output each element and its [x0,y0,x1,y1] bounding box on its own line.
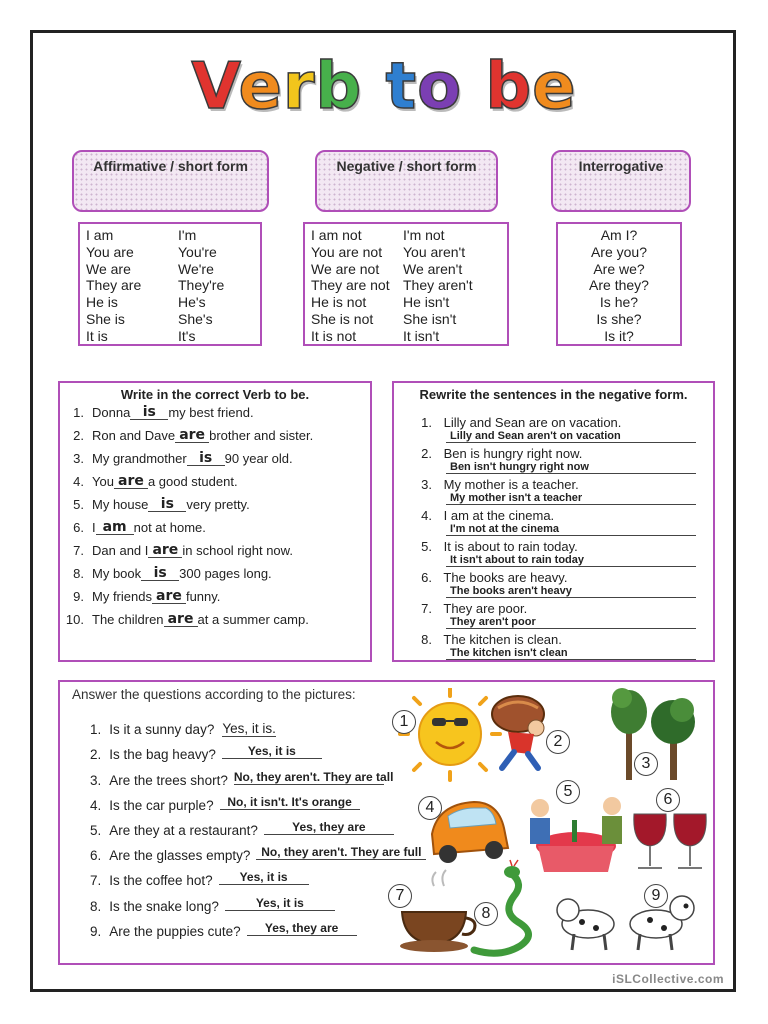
exercise2-item [416,601,708,632]
question-text: Are the trees short? [109,772,228,788]
exercise3-item [90,914,426,939]
affirmative-row [86,261,260,278]
original-sentence [416,446,582,461]
item-number: 4. [421,508,432,523]
answer-line[interactable]: No, it isn't. It's orange [220,795,360,810]
affirmative-full-form: He is [86,294,118,311]
item-number: 3. [90,772,102,788]
sentence-end: in school right now. [182,543,293,558]
item-number: 5. [90,822,102,838]
item-number: 9. [73,589,84,604]
exercise2-item [416,477,708,508]
negative-short-form: She isn't [403,310,457,327]
interrogative-table [556,222,682,346]
picture-number-2: 2 [546,730,570,754]
original-sentence [416,539,578,554]
footer-watermark: iSLCollective.com [612,972,724,986]
affirmative-full-form: They are [86,277,142,294]
original-sentence [416,570,567,585]
sentence-start: Ron and Dave [92,428,176,443]
exercise2-item [416,570,708,601]
item-number: 2. [421,446,432,461]
negative-answer-line[interactable]: They aren't poor [446,616,696,629]
question-text: Is the coffee hot? [109,873,213,889]
item-number: 3. [421,477,432,492]
question-text: Is the snake long? [109,898,219,914]
exercise3-item [90,838,426,863]
sentence-end: 300 pages long. [179,566,272,581]
answer-line[interactable]: Yes, they are [264,820,394,835]
answer-blank[interactable]: are [148,543,182,558]
sentence-start: Dan and I [92,543,149,558]
exercise1-item [58,489,313,512]
sun-picture-icon [400,688,500,780]
answer-blank[interactable]: is [130,405,168,420]
exercise3-title: Answer the questions according to the pictures: [72,687,356,702]
item-number: 6. [73,520,84,535]
sentence-start: My house [92,497,149,512]
sentence-start: My friends [92,589,152,604]
exercise3-item [90,762,426,787]
negative-answer-line[interactable]: My mother isn't a teacher [446,492,696,505]
item-number: 2. [90,747,102,763]
sentence-end: not at home. [133,520,206,535]
original-sentence [416,601,527,616]
answer-blank[interactable]: are [175,428,209,443]
affirmative-short-form: He's [178,294,206,311]
title-letter: o [417,50,463,124]
sentence-end: at a summer camp. [197,612,309,627]
sentence-start: The children [92,612,164,627]
item-number: 5. [421,539,432,554]
answer-blank[interactable]: are [152,589,186,604]
negative-full-form: They are not [311,277,390,294]
question-text: Is the bag heavy? [109,747,216,763]
negative-answer-line[interactable]: Ben isn't hungry right now [446,461,696,474]
sentence-end: brother and sister. [209,428,314,443]
negative-full-form: She is not [311,310,374,327]
answer-line[interactable]: Yes, it is [219,870,309,885]
sentence-text: Lilly and Sean are on vacation. [440,415,622,430]
sentence-start: My book [92,566,142,581]
question-text: Are they at a restaurant? [109,822,258,838]
orange-car-picture-icon [432,802,508,863]
exercise2-item [416,446,708,477]
exercise2-list [416,415,708,663]
original-sentence [416,477,579,492]
affirmative-table [78,222,262,346]
exercise3-list [90,712,426,939]
answer-blank[interactable]: are [114,474,148,489]
puppies-picture-icon [557,896,694,950]
item-number: 9. [90,923,102,939]
exercise1-item [58,581,313,604]
original-sentence [416,632,562,647]
item-number: 3. [73,451,84,466]
answer-line[interactable]: Yes, it is [225,896,335,911]
item-number: 5. [73,497,84,512]
item-number: 8. [421,632,432,647]
answer-blank[interactable]: is [141,566,179,581]
item-number: 8. [90,898,102,914]
exercise1-item [58,512,313,535]
negative-row [311,294,507,311]
negative-row [311,227,507,244]
picture-number-5: 5 [556,780,580,804]
sentence-end: 90 year old. [224,451,293,466]
answer-blank[interactable]: are [164,612,198,627]
exercise3-item [90,863,426,888]
exercise3-item [90,813,426,838]
sentence-text: My mother is a teacher. [440,477,579,492]
interrogative-item: Is she? [596,310,642,327]
question-text: Is the car purple? [109,797,214,813]
interrogative-item: Are they? [589,277,649,294]
title-letter: t [385,50,418,124]
answer-text: Yes, it is. [222,721,276,737]
affirmative-short-form: I'm [178,227,197,243]
item-number: 4. [90,797,102,813]
exercise2-item [416,632,708,663]
affirmative-row [86,277,260,294]
negative-full-form: He is not [311,294,367,311]
answer-line[interactable]: Yes, they are [247,921,357,936]
item-number: 10. [65,612,84,627]
sentence-start: Donna [92,405,131,420]
negative-answer-line[interactable]: I'm not at the cinema [446,523,696,536]
negative-header: Negative / short form [315,150,498,212]
exercise3-item [90,737,426,762]
affirmative-header: Affirmative / short form [72,150,269,212]
answer-line[interactable]: Yes, it is [222,744,322,759]
sentence-start: You [92,474,114,489]
item-number: 1. [90,722,102,738]
exercise3-item [90,788,426,813]
pictures-panel [390,688,712,960]
sentence-end: very pretty. [186,497,250,512]
title-letter: e [238,50,283,124]
item-number: 4. [73,474,84,489]
picture-number-9: 9 [644,884,668,908]
original-sentence [416,508,554,523]
answer-blank[interactable]: is [187,451,225,466]
sentence-end: my best friend. [168,405,254,420]
interrogative-item: Am I? [600,227,638,243]
negative-row [311,277,507,294]
negative-answer-line[interactable]: Lilly and Sean aren't on vacation [446,430,696,443]
affirmative-short-form: It's [178,327,196,344]
picture-number-7: 7 [388,884,412,908]
interrogative-item: Are we? [593,260,645,277]
sentence-text: The kitchen is clean. [440,632,562,647]
sentence-text: They are poor. [440,601,528,616]
original-sentence [416,415,621,430]
negative-short-form: I'm not [403,227,445,243]
affirmative-short-form: She's [178,310,213,327]
item-number: 6. [90,848,102,864]
negative-full-form: You are not [311,243,383,260]
negative-table [303,222,509,346]
item-number: 2. [73,428,84,443]
affirmative-full-form: She is [86,310,125,327]
answer-blank[interactable]: am [96,520,134,535]
exercise3-item [90,712,426,737]
title-letter: V [191,50,239,124]
page-title [0,50,768,124]
sentence-start: My grandmother [92,451,187,466]
affirmative-full-form: We are [86,260,131,277]
affirmative-full-form: I am [86,227,114,243]
exercise2-title: Rewrite the sentences in the negative form. [419,387,688,402]
affirmative-short-form: They're [178,277,225,294]
negative-short-form: You aren't [403,243,466,260]
negative-full-form: I am not [311,227,362,243]
exercise2-item [416,415,708,446]
sentence-start: I [92,520,96,535]
negative-short-form: They aren't [403,277,473,294]
affirmative-full-form: You are [86,243,134,260]
picture-number-8: 8 [474,902,498,926]
affirmative-short-form: You're [178,243,217,260]
item-number: 1. [421,415,432,430]
item-number: 7. [73,543,84,558]
question-text: Is it a sunny day? [109,722,215,738]
title-letter: r [282,50,316,124]
exercise1-list [58,397,313,627]
title-letter [362,50,385,124]
item-number: 7. [90,873,102,889]
title-letter: b [315,50,363,124]
title-letter: b [485,50,533,124]
sentence-text: It is about to rain today. [440,539,578,554]
exercise1-title: Write in the correct Verb to be. [120,387,310,402]
sentence-end: funny. [185,589,221,604]
affirmative-row [86,244,260,261]
negative-short-form: He isn't [403,294,450,311]
negative-row [311,261,507,278]
exercise1-item [58,558,313,581]
affirmative-row [86,294,260,311]
question-text: Are the puppies cute? [109,923,241,939]
interrogative-header: Interrogative [551,150,691,212]
exercise1-item [58,604,313,627]
negative-answer-line[interactable]: It isn't about to rain today [446,554,696,567]
negative-row [311,244,507,261]
interrogative-item: Is he? [599,294,639,311]
answer-line[interactable]: No, they aren't. They are tall [233,769,394,784]
sentence-text: The books are heavy. [440,570,568,585]
restaurant-picture-icon [530,797,622,872]
picture-number-1: 1 [392,710,416,734]
item-number: 1. [73,405,84,420]
affirmative-row [86,328,260,345]
exercise1-item [58,466,313,489]
picture-number-6: 6 [656,788,680,812]
affirmative-full-form: It is [86,327,108,344]
exercise2-item [416,539,708,570]
negative-row [311,311,507,328]
exercise1-item [58,420,313,443]
coffee-cup-picture-icon [400,870,475,952]
exercise2-item [416,508,708,539]
affirmative-row [86,227,260,244]
answer-blank[interactable]: is [148,497,186,512]
negative-short-form: It isn't [403,327,440,344]
title-letter [462,50,485,124]
exercise3-item [90,888,426,913]
question-text: Are the glasses empty? [109,848,251,864]
affirmative-row [86,311,260,328]
exercise1-item [58,535,313,558]
sentence-text: I am at the cinema. [440,508,555,523]
picture-number-3: 3 [634,752,658,776]
exercise1-item [58,397,313,420]
interrogative-item: Are you? [590,243,648,260]
sentence-end: a good student. [147,474,238,489]
interrogative-item: Is it? [604,327,634,344]
negative-answer-line[interactable]: The kitchen isn't clean [446,647,696,660]
negative-full-form: It is not [311,327,357,344]
affirmative-short-form: We're [178,260,214,277]
negative-short-form: We aren't [403,260,463,277]
title-letter: e [532,50,577,124]
answer-line[interactable]: No, they aren't. They are full [256,845,426,860]
item-number: 7. [421,601,432,616]
wine-glasses-picture-icon [634,814,706,868]
item-number: 8. [73,566,84,581]
sentence-text: Ben is hungry right now. [440,446,583,461]
negative-row [311,328,507,345]
item-number: 6. [421,570,432,585]
negative-answer-line[interactable]: The books aren't heavy [446,585,696,598]
negative-full-form: We are not [311,260,380,277]
picture-number-4: 4 [418,796,442,820]
exercise1-item [58,443,313,466]
